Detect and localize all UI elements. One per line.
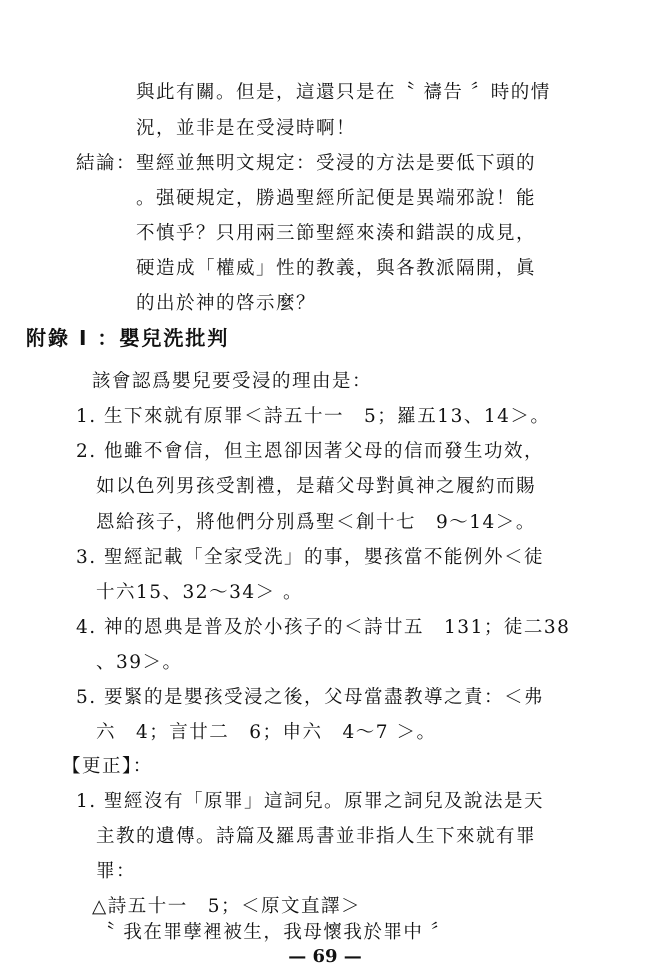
page-number: — 69 — xyxy=(288,946,362,967)
reason-item: 1. 生下來就有原罪＜詩五十一 5；羅五13、14＞。 xyxy=(76,406,551,427)
section-heading: 附錄 I ：嬰兒洗批判 xyxy=(26,326,230,350)
scripture-quote: 〝 我在罪孽裡被生，我母懷我於罪中 〞 xyxy=(96,922,451,943)
text-line: 不慎乎？只用兩三節聖經來湊和錯誤的成見， xyxy=(136,223,537,244)
text-line: 與此有關。但是，這還只是在〝 禱告 〞時的情 xyxy=(136,82,551,103)
correction-continuation: 主教的遺傳。詩篇及羅馬書並非指人生下來就有罪 xyxy=(96,826,537,847)
reason-item: 2. 他雖不會信，但主恩卻因著父母的信而發生功效， xyxy=(76,441,545,462)
correction-label: 【更正】： xyxy=(62,756,153,777)
text-line: 硬造成「權威」性的教義，與各教派隔開，眞 xyxy=(136,258,537,279)
reason-item: 3. 聖經記載「全家受洗」的事，嬰孩當不能例外＜徒 xyxy=(76,547,545,568)
reason-continuation: 恩給孩子，將他們分別爲聖＜創十七 9～14＞。 xyxy=(96,512,536,533)
conclusion-line: 結論：聖經並無明文規定：受浸的方法是要低下頭的 xyxy=(76,153,537,174)
reason-continuation: 、39＞。 xyxy=(96,652,183,673)
correction-continuation: 罪： xyxy=(96,861,137,882)
correction-item: 1. 聖經沒有「原罪」這詞兒。原罪之詞兒及說法是天 xyxy=(76,791,545,812)
reason-continuation: 十六15、32～34＞ 。 xyxy=(96,582,304,603)
text-line: 況，並非是在受浸時啊！ xyxy=(136,118,357,139)
reason-continuation: 六 4；言廿二 6；申六 4～7 ＞。 xyxy=(96,722,437,743)
intro-line: 該會認爲嬰兒要受浸的理由是： xyxy=(92,371,373,392)
reason-item: 4. 神的恩典是普及於小孩子的＜詩廿五 131；徒二38 xyxy=(76,617,571,638)
text-line: 。强硬規定，勝過聖經所記便是異端邪說！能 xyxy=(136,188,537,209)
reason-continuation: 如以色列男孩受割禮，是藉父母對眞神之履約而賜 xyxy=(96,476,537,497)
scripture-citation: △詩五十一 5；＜原文直譯＞ xyxy=(92,896,361,917)
reason-item: 5. 要緊的是嬰孩受浸之後，父母當盡教導之責：＜弗 xyxy=(76,687,545,708)
text-line: 的出於神的啓示麼？ xyxy=(136,293,317,314)
